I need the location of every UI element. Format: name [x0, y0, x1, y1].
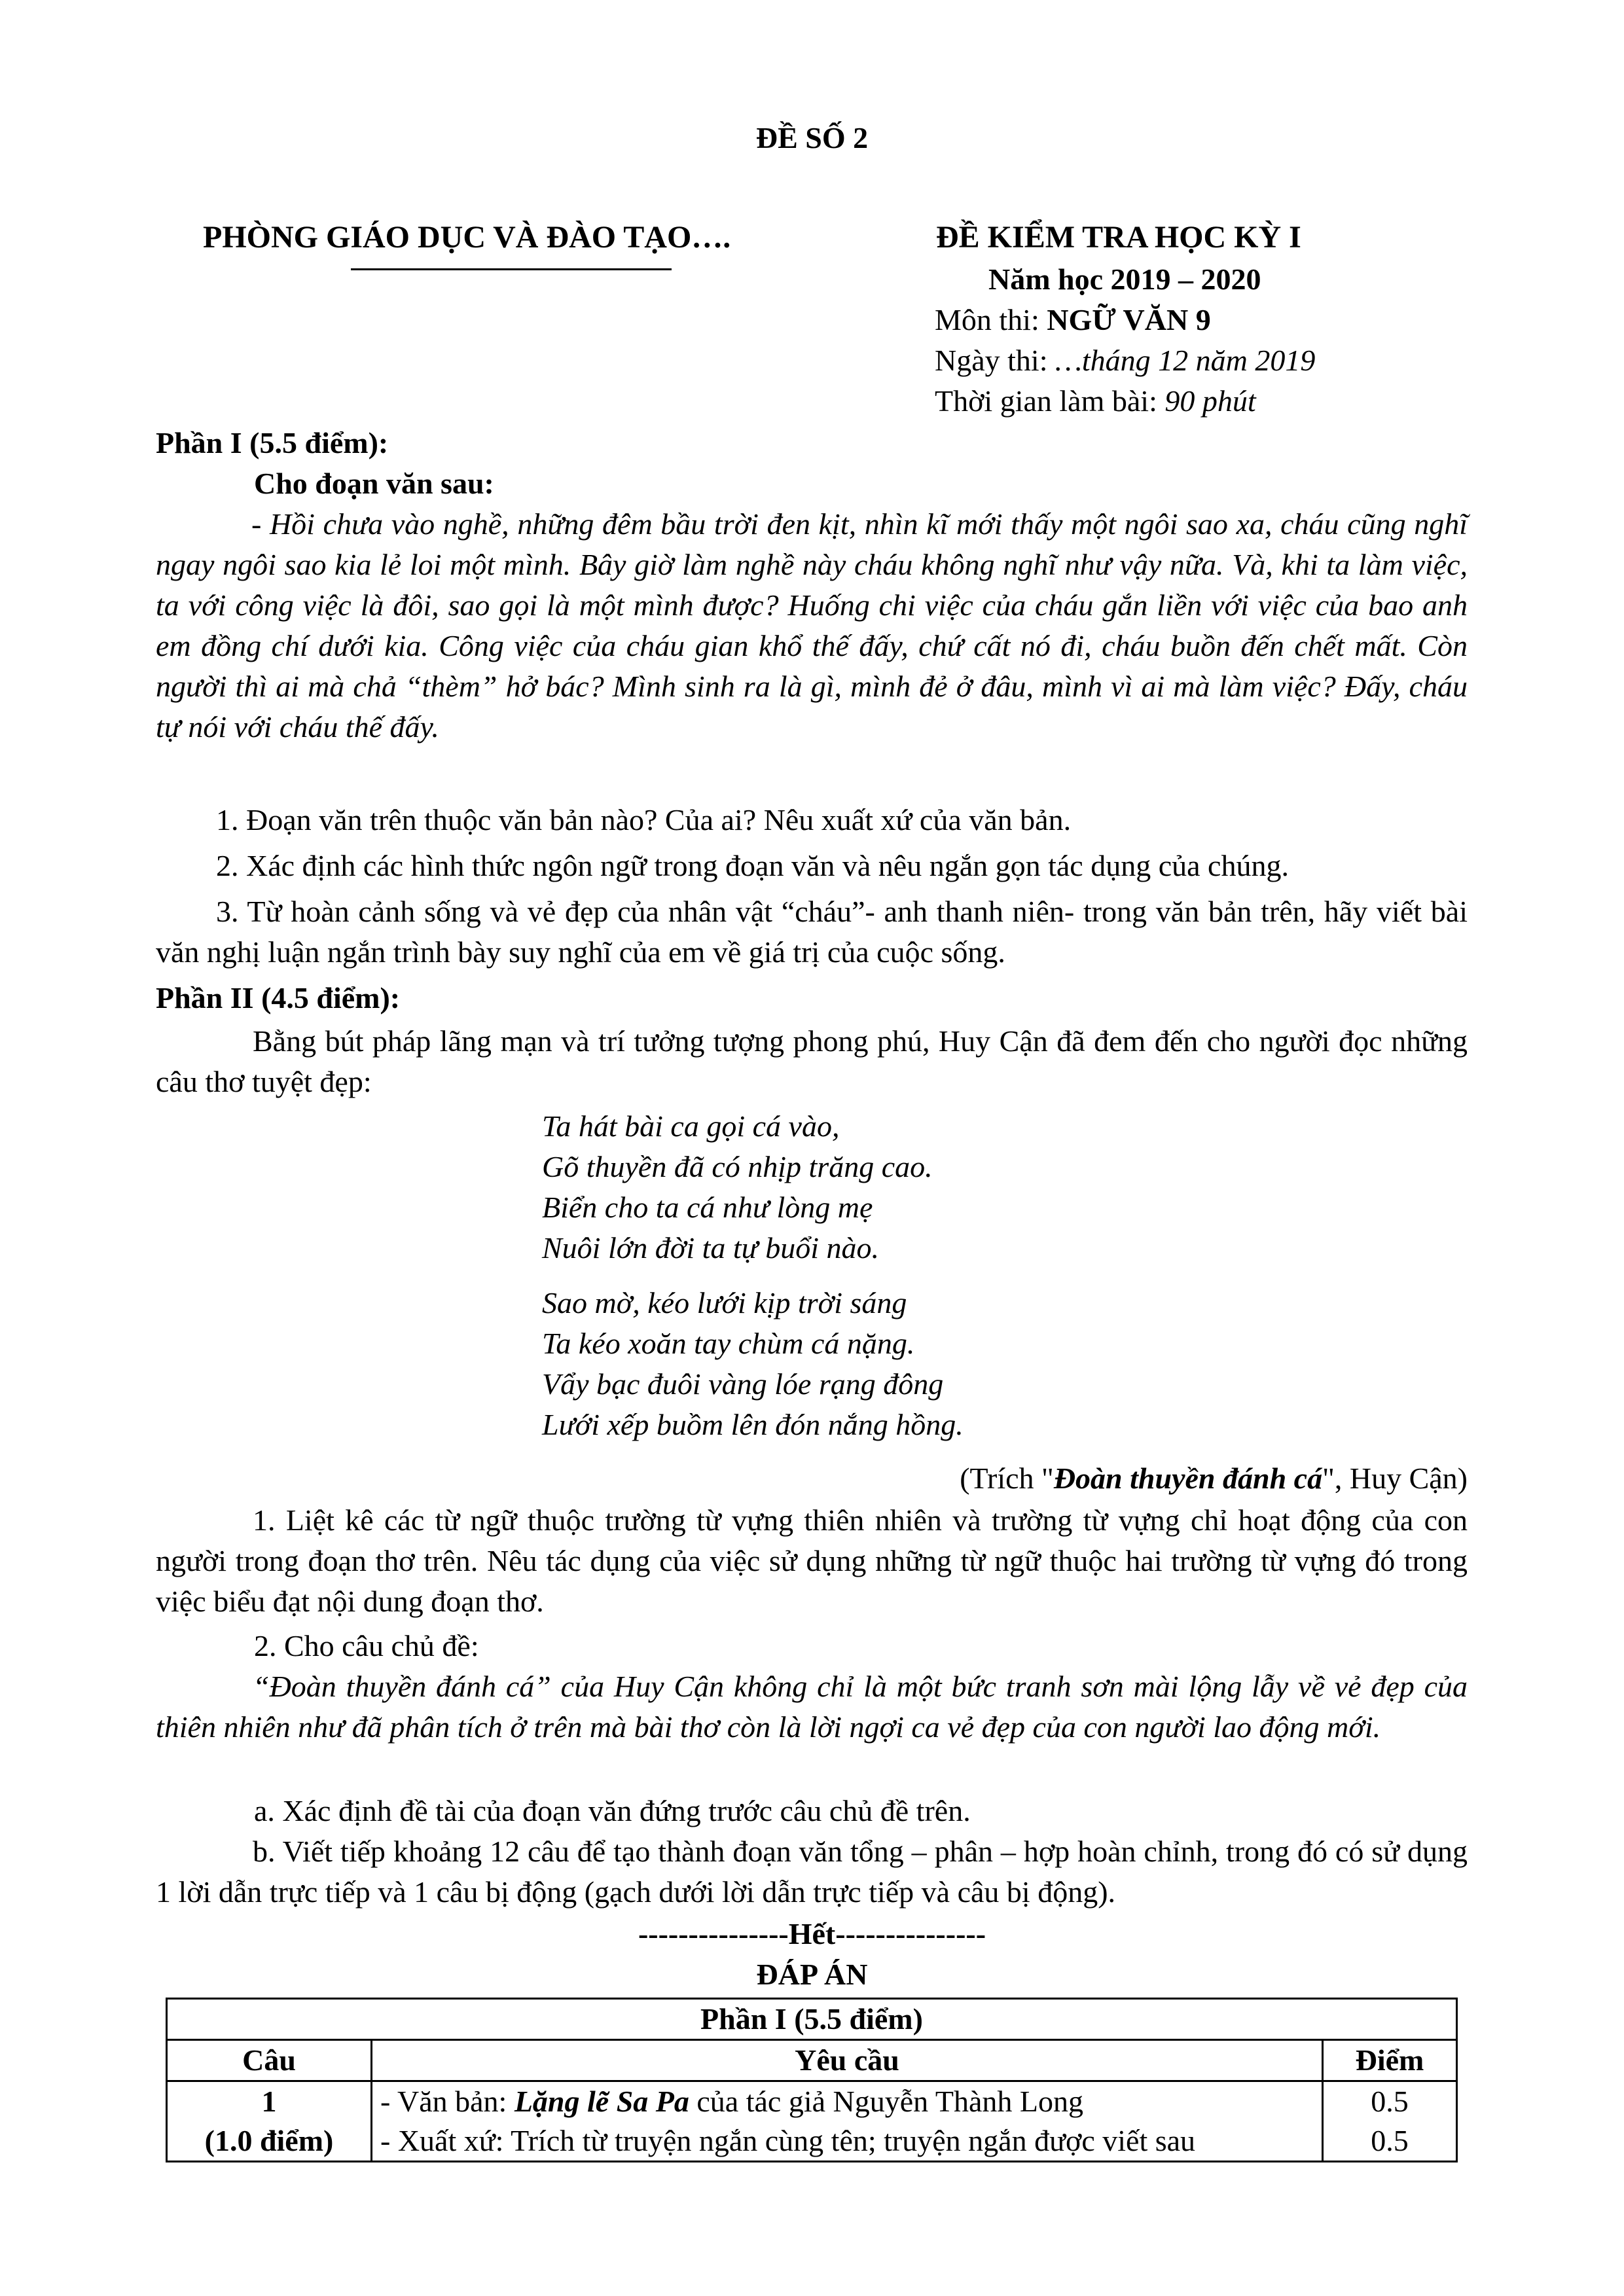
part1-heading: Phần I (5.5 điểm): [156, 426, 389, 459]
part2-question-2a: a. Xác định đề tài của đoạn văn đứng trước câu chủ đề trên. [254, 1794, 971, 1827]
header-yeu-cau: Yêu cầu [372, 2040, 1323, 2081]
part1-question-1: 1. Đoạn văn trên thuộc văn bản nào? Của ai? Nêu xuất xứ của văn bản. [216, 803, 1072, 836]
table-section-row [167, 1999, 1457, 2040]
citation-open: (Trích " [960, 1462, 1054, 1495]
exam-title: ĐỀ KIỂM TRA HỌC KỲ I [936, 220, 1301, 255]
passage-text: - Hồi chưa vào nghề, những đêm bầu trời đen kịt, nhìn kĩ mới thấy một ngôi sao xa, cháu cũng nghĩ ngay ngôi sao kia lẻ loi một mình. Bây giờ làm nghề này cháu không nghĩ như vậy nữa. Và, khi ta làm việc, ta với công việc là đôi, sao gọi là một mình được? Huống chi việc của cháu gắn liền với việc của bao anh em đồng chí dưới kia. Công việc của cháu gian khổ thế đấy, chứ cất nó đi, cháu buồn đến chết mất. Còn người thì ai mà chả “thèm” hở bác? Mình sinh ra là gì, mình đẻ ở đâu, mình vì ai mà làm việc? Đấy, cháu tự nói với cháu thế đấy. [156, 507, 1468, 744]
citation-close: ", Huy Cận) [1322, 1462, 1468, 1495]
score-cell [1323, 2081, 1457, 2162]
part2-question-2b: b. Viết tiếp khoảng 12 câu để tạo thành đoạn văn tổng – phân – hợp hoàn chỉnh, trong đó có sử dụng 1 lời dẫn trực tiếp và 1 câu bị động (gạch dưới lời dẫn trực tiếp và câu bị động). [156, 1835, 1468, 1909]
score-1: 0.5 [1371, 2085, 1409, 2118]
poem-stanza-1 [542, 1106, 933, 1268]
part2-heading: Phần II (4.5 điểm): [156, 981, 401, 1014]
exam-subject [935, 300, 1211, 340]
exam-date [935, 340, 1315, 381]
part2-question-2: 2. Cho câu chủ đề: [254, 1629, 479, 1662]
poem-line: Biển cho ta cá như lòng mẹ [542, 1191, 873, 1224]
topic-sentence: “Đoàn thuyền đánh cá” của Huy Cận không chỉ là một bức tranh sơn mài lộng lẫy về vẻ đẹp của thiên nhiên như đã phân tích ở trên mà bài thơ còn là lời ngợi ca vẻ đẹp của con người lao động mới. [156, 1670, 1468, 1744]
citation-work-title: Đoàn thuyền đánh cá [1053, 1462, 1323, 1495]
poem-stanza-2 [542, 1283, 964, 1445]
score-2: 0.5 [1371, 2124, 1409, 2157]
poem-line: Ta hát bài ca gọi cá vào, [542, 1109, 840, 1143]
table-row [167, 2081, 1457, 2162]
reading-passage [156, 504, 1468, 747]
header-cau: Câu [167, 2040, 372, 2081]
time-label: Thời gian làm bài: [935, 384, 1165, 418]
req-suffix: của tác giả Nguyễn Thành Long [689, 2085, 1083, 2118]
date-label: Ngày thi: [935, 344, 1055, 377]
req-work-title: Lặng lẽ Sa Pa [514, 2085, 689, 2118]
answer-key-title: ĐÁP ÁN [756, 1958, 868, 1991]
part1-question-2: 2. Xác định các hình thức ngôn ngữ trong đoạn văn và nêu ngắn gọn tác dụng của chúng. [216, 849, 1289, 882]
department-name: PHÒNG GIÁO DỤC VÀ ĐÀO TẠO…. [203, 220, 731, 255]
part1-question-3: 3. Từ hoàn cảnh sống và vẻ đẹp của nhân vật “cháu”- anh thanh niên- trong văn bản trên, hãy viết bài văn nghị luận ngắn trình bày suy nghĩ của em về giá trị của cuộc sống. [156, 895, 1468, 969]
date-value: …tháng 12 năm 2019 [1055, 344, 1316, 377]
poem-line: Nuôi lớn đời ta tự buổi nào. [542, 1231, 880, 1265]
poem-line: Gõ thuyền đã có nhịp trăng cao. [542, 1150, 933, 1183]
requirement-line-1 [380, 2082, 1314, 2121]
exam-number: ĐỀ SỐ 2 [755, 121, 869, 154]
poem-line: Vẩy bạc đuôi vàng lóe rạng đông [542, 1367, 944, 1401]
question-number: 1 [261, 2085, 277, 2118]
table-section-title: Phần I (5.5 điểm) [167, 1999, 1457, 2040]
department-underline [351, 268, 672, 270]
part1-intro: Cho đoạn văn sau: [254, 467, 494, 500]
school-year: Năm học 2019 – 2020 [988, 262, 1261, 296]
req-prefix: - Văn bản: [380, 2085, 514, 2118]
requirement-line-2: - Xuất xứ: Trích từ truyện ngắn cùng tên; truyện ngắn được viết sau [380, 2124, 1196, 2157]
question-cell [167, 2081, 372, 2162]
end-marker: ---------------Hết--------------- [638, 1917, 986, 1950]
poem-line: Sao mờ, kéo lưới kịp trời sáng [542, 1286, 907, 1319]
subject-label: Môn thi: [935, 303, 1047, 336]
time-value: 90 phút [1164, 384, 1256, 418]
poem-line: Lưới xếp buồm lên đón nắng hồng. [542, 1408, 964, 1441]
poem-line: Ta kéo xoăn tay chùm cá nặng. [542, 1327, 915, 1360]
poem-citation [960, 1458, 1468, 1499]
question-points: (1.0 điểm) [204, 2124, 334, 2157]
requirement-cell [372, 2081, 1323, 2162]
subject-value: NGỮ VĂN 9 [1047, 303, 1211, 336]
table-header-row [167, 2040, 1457, 2081]
part2-intro: Bằng bút pháp lãng mạn và trí tưởng tượng phong phú, Huy Cận đã đem đến cho người đọc những câu thơ tuyệt đẹp: [156, 1024, 1468, 1098]
answer-table [166, 1998, 1458, 2162]
part2-question-1: 1. Liệt kê các từ ngữ thuộc trường từ vựng thiên nhiên và trường từ vựng chỉ hoạt động của con người trong đoạn thơ trên. Nêu tác dụng của việc sử dụng những từ ngữ thuộc hai trường từ vựng đó trong việc biểu đạt nội dung đoạn thơ. [156, 1503, 1468, 1618]
header-diem: Điểm [1323, 2040, 1457, 2081]
exam-duration [935, 381, 1256, 422]
